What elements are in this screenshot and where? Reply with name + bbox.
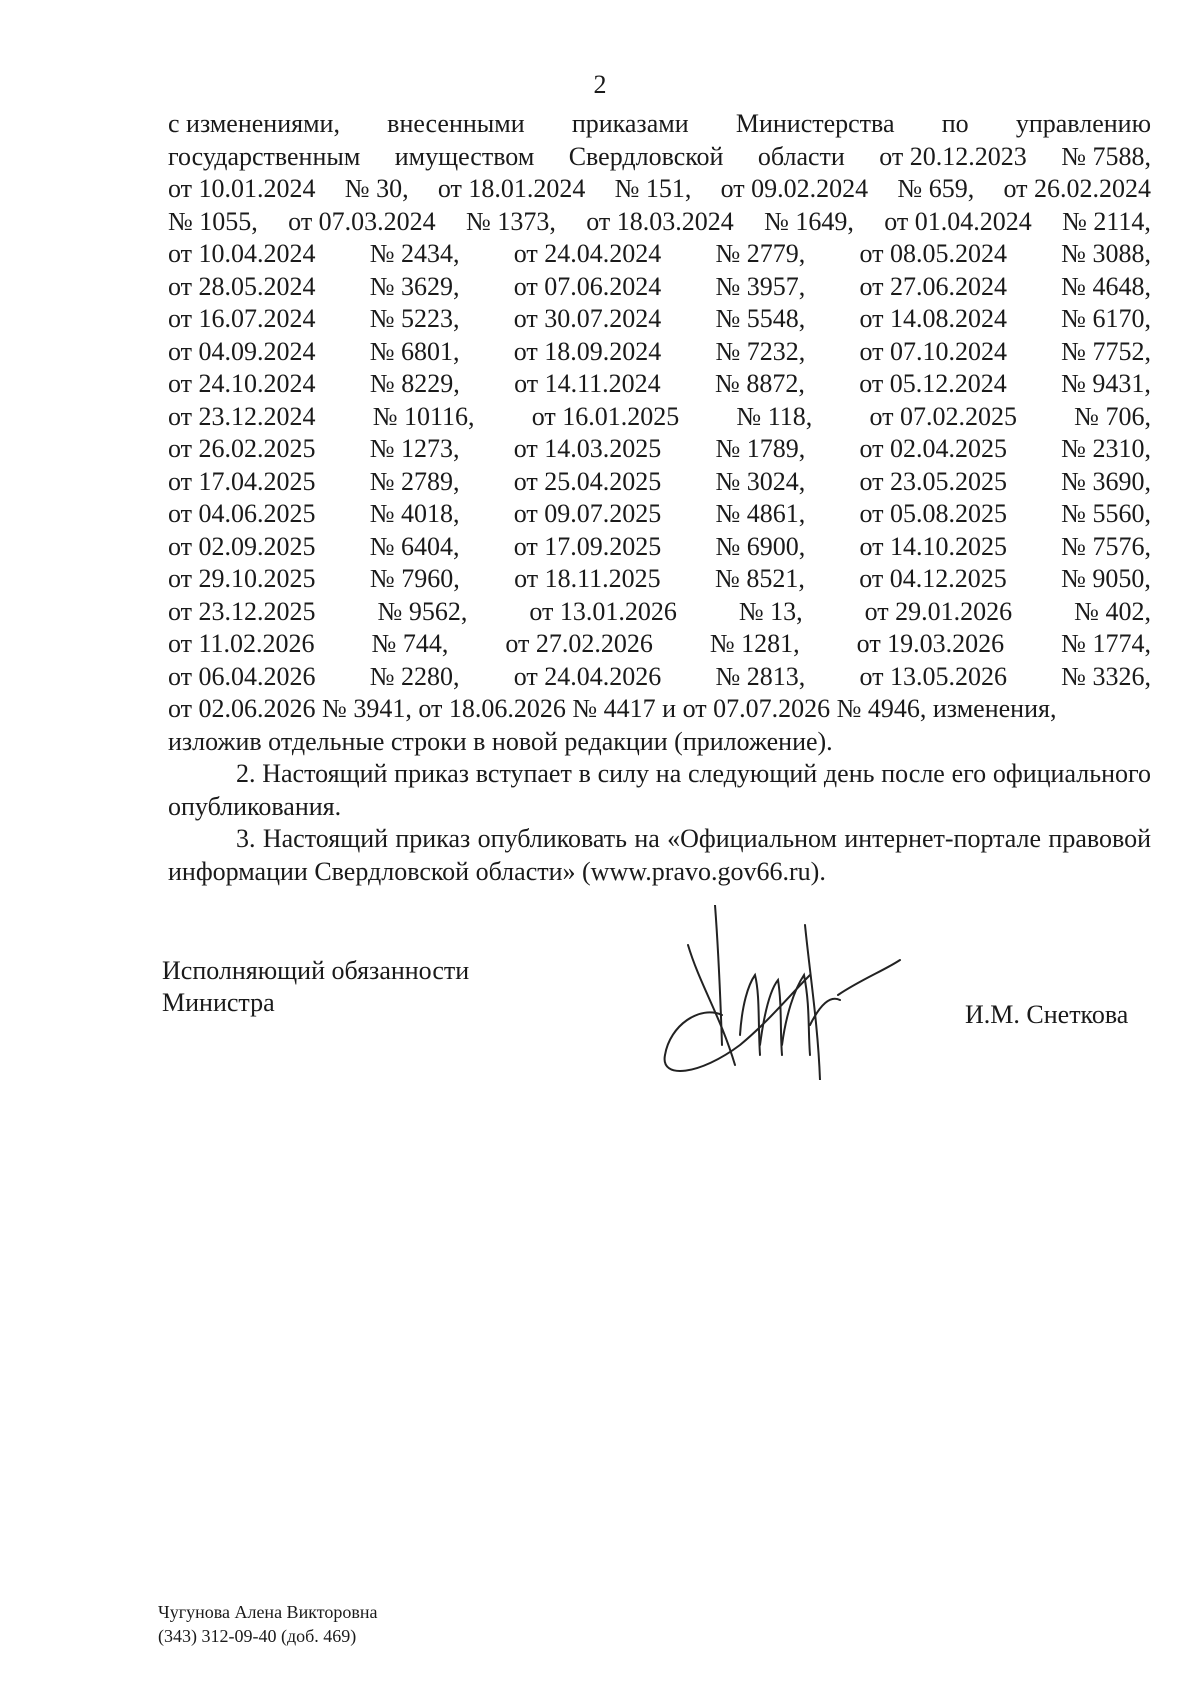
amendment-token: управлению — [1015, 109, 1151, 138]
amendment-token: от 02.09.2025 — [168, 531, 316, 561]
amendment-token: Министерства — [735, 109, 895, 138]
amendment-token: № 1649, — [764, 206, 854, 236]
amendment-token: № 8521, — [715, 564, 805, 593]
amendment-token: № 8872, — [715, 369, 805, 398]
amendment-token: от 14.03.2025 — [513, 434, 662, 463]
amendment-line — [168, 368, 1151, 401]
amendment-token: от 10.01.2024 — [168, 174, 316, 203]
amendment-token: от 02.04.2025 — [859, 434, 1007, 463]
amendment-line — [168, 498, 1151, 531]
amendment-token: № 2789, — [369, 466, 460, 496]
signatory-title-line2: Министра — [162, 988, 275, 1017]
amendment-token: № 3629, — [369, 271, 460, 301]
amendment-line — [168, 433, 1151, 466]
amendment-token: от 26.02.2024 — [1003, 174, 1151, 203]
amendment-token: государственным — [168, 141, 361, 171]
amendment-token: № 706, — [1074, 401, 1151, 431]
amendment-line — [168, 596, 1151, 629]
amendment-line — [168, 531, 1151, 564]
amendment-token: № 1281, — [709, 629, 800, 658]
amendment-token: № 118, — [736, 401, 813, 431]
amendment-token: № 2114, — [1062, 206, 1151, 236]
amendment-line — [168, 108, 1151, 141]
amendment-token: от 05.12.2024 — [859, 369, 1007, 398]
amendment-token: от 30.07.2024 — [513, 304, 662, 333]
amendment-line — [168, 336, 1151, 369]
amendment-token: № 3326, — [1061, 661, 1151, 691]
amendment-token: внесенными — [387, 109, 525, 138]
executor-phone: (343) 312-09-40 (доб. 469) — [158, 1626, 357, 1646]
amendment-token: от 23.12.2025 — [168, 596, 316, 626]
amendment-token: Свердловской — [568, 141, 724, 171]
amendment-token: № 6801, — [369, 336, 460, 366]
signatory-name: И.М. Снеткова — [965, 1000, 1129, 1029]
amendment-token: от 08.05.2024 — [859, 239, 1007, 268]
amendment-token: от 02.06.2026 № 3941, от 18.06.2026 № 4417 и от 07.07.2026 № 4946, изменения, — [168, 694, 1057, 723]
amendment-token: от 26.02.2025 — [168, 434, 316, 463]
paragraph-entry-into-force: 2. Настоящий приказ вступает в силу на следующий день после его официального опубликования. — [168, 759, 1151, 821]
amendment-token: № 9431, — [1061, 369, 1151, 398]
amendment-token: области — [757, 141, 845, 171]
amendment-token: от 06.04.2026 — [168, 661, 316, 691]
amendment-token: от 27.06.2024 — [859, 271, 1007, 301]
amendment-token: № 6170, — [1061, 304, 1151, 333]
amendment-line — [168, 141, 1151, 174]
amendment-line — [168, 271, 1151, 304]
amendment-line — [168, 466, 1151, 499]
amendment-token: от 04.12.2025 — [859, 564, 1007, 593]
amendment-token: от 28.05.2024 — [168, 271, 316, 301]
amendment-token: № 2280, — [369, 661, 460, 691]
amendment-token: от 17.09.2025 — [513, 531, 662, 561]
amendment-token: от 24.04.2026 — [513, 661, 662, 691]
amendment-token: от 10.04.2024 — [168, 239, 316, 268]
amendment-line — [168, 173, 1151, 206]
amendment-token: от 04.06.2025 — [168, 499, 316, 528]
amendment-token: от 24.04.2024 — [513, 239, 662, 268]
amendment-token: от 23.05.2025 — [859, 466, 1007, 496]
amendment-token: № 3957, — [715, 271, 806, 301]
amendment-token: № 744, — [371, 629, 449, 658]
amendment-token: от 09.02.2024 — [720, 174, 869, 203]
amendment-token: от 04.09.2024 — [168, 336, 316, 366]
amendment-token: приказами — [571, 109, 689, 138]
amendment-token: от 27.02.2026 — [505, 629, 653, 658]
amendment-token: № 3024, — [715, 466, 806, 496]
executor-info — [158, 1600, 377, 1648]
amendment-token: от 09.07.2025 — [513, 499, 662, 528]
amendment-token: с изменениями, — [168, 109, 340, 138]
amendment-token: от 17.04.2025 — [168, 466, 316, 496]
amendment-token: № 7752, — [1061, 336, 1151, 366]
amendment-token: от 18.09.2024 — [513, 336, 662, 366]
amendment-token: от 14.10.2025 — [859, 531, 1007, 561]
amendment-token: № 7232, — [715, 336, 806, 366]
amendment-line — [168, 628, 1151, 661]
paragraph-amendments — [168, 108, 1151, 726]
amendment-token: от 24.10.2024 — [168, 369, 316, 398]
amendment-line — [168, 303, 1151, 336]
signatory-title-line1: Исполняющий обязанности — [162, 956, 470, 985]
amendment-token: от 23.12.2024 — [168, 401, 316, 431]
page-number: 2 — [593, 70, 607, 99]
amendment-token: от 16.01.2025 — [531, 401, 680, 431]
amendment-token: № 1055, — [168, 206, 258, 236]
amendment-token: от 29.10.2025 — [168, 564, 316, 593]
amendment-token: № 2779, — [715, 239, 806, 268]
amendment-token: № 4648, — [1061, 271, 1151, 301]
executor-name: Чугунова Алена Викторовна — [158, 1602, 378, 1622]
amendment-token: № 13, — [738, 596, 803, 626]
amendment-token: № 5223, — [369, 304, 460, 333]
amendment-token: от 07.06.2024 — [513, 271, 662, 301]
amendment-token: № 2813, — [715, 661, 806, 691]
amendment-token: № 1373, — [466, 206, 556, 236]
amendment-token: № 402, — [1074, 596, 1151, 626]
amendment-token: № 659, — [897, 174, 975, 203]
amendment-token: от 19.03.2026 — [856, 629, 1005, 658]
amendment-token: по — [941, 109, 969, 138]
amendment-token: № 4861, — [715, 499, 806, 528]
paragraph-amendments-last-line: изложив отдельные строки в новой редакции (приложение). — [168, 726, 833, 756]
amendment-token: № 1774, — [1061, 629, 1151, 658]
amendment-token: имуществом — [394, 141, 535, 171]
document-body — [168, 108, 1151, 888]
handwritten-signature — [660, 905, 960, 1080]
amendment-token: № 151, — [614, 174, 692, 203]
amendment-token: № 3690, — [1061, 466, 1151, 496]
amendment-token: № 2310, — [1061, 434, 1151, 463]
amendment-token: от 13.05.2026 — [859, 661, 1007, 691]
amendment-token: № 2434, — [369, 239, 460, 268]
amendment-token: № 8229, — [369, 369, 460, 398]
amendment-token: № 7588, — [1061, 141, 1151, 171]
amendment-token: от 05.08.2025 — [859, 499, 1007, 528]
amendment-token: № 3088, — [1061, 239, 1151, 268]
amendment-line — [168, 206, 1151, 239]
amendment-token: от 18.01.2024 — [437, 174, 586, 203]
amendment-token: от 11.02.2026 — [168, 629, 315, 658]
amendment-line — [168, 401, 1151, 434]
amendment-token: от 14.11.2024 — [514, 369, 661, 398]
amendment-token: от 18.11.2025 — [514, 564, 661, 593]
amendment-token: от 25.04.2025 — [513, 466, 662, 496]
amendment-token: № 1273, — [369, 434, 460, 463]
amendment-token: от 20.12.2023 — [879, 141, 1027, 171]
amendment-token: № 9050, — [1061, 564, 1151, 593]
amendment-token: № 6404, — [369, 531, 460, 561]
amendment-token: от 01.04.2024 — [884, 206, 1032, 236]
amendment-token: № 9562, — [377, 596, 468, 626]
amendment-token: № 5548, — [715, 304, 806, 333]
amendment-token: от 07.10.2024 — [859, 336, 1007, 366]
amendment-line — [168, 563, 1151, 596]
amendment-token: от 29.01.2026 — [864, 596, 1013, 626]
amendment-token: от 14.08.2024 — [859, 304, 1007, 333]
amendment-token: от 16.07.2024 — [168, 304, 316, 333]
amendment-token: № 7576, — [1061, 531, 1151, 561]
amendment-token: № 30, — [344, 174, 409, 203]
amendment-line — [168, 661, 1151, 694]
amendment-line — [168, 238, 1151, 271]
amendment-token: № 7960, — [369, 564, 460, 593]
amendment-token: от 18.03.2024 — [586, 206, 734, 236]
paragraph-publication: 3. Настоящий приказ опубликовать на «Официальном интернет-портале правовой информации Свердловской области» (www.pravo.gov66.ru). — [168, 824, 1151, 886]
amendment-token: от 07.02.2025 — [869, 401, 1017, 431]
amendment-token: № 6900, — [715, 531, 806, 561]
amendment-token: № 4018, — [369, 499, 460, 528]
amendment-token: № 10116, — [372, 401, 475, 431]
signatory-title — [162, 955, 469, 1019]
amendment-token: от 07.03.2024 — [288, 206, 436, 236]
amendment-token: от 13.01.2026 — [529, 596, 677, 626]
amendment-line — [168, 693, 1151, 726]
amendment-token: № 5560, — [1061, 499, 1151, 528]
amendment-token: № 1789, — [715, 434, 806, 463]
